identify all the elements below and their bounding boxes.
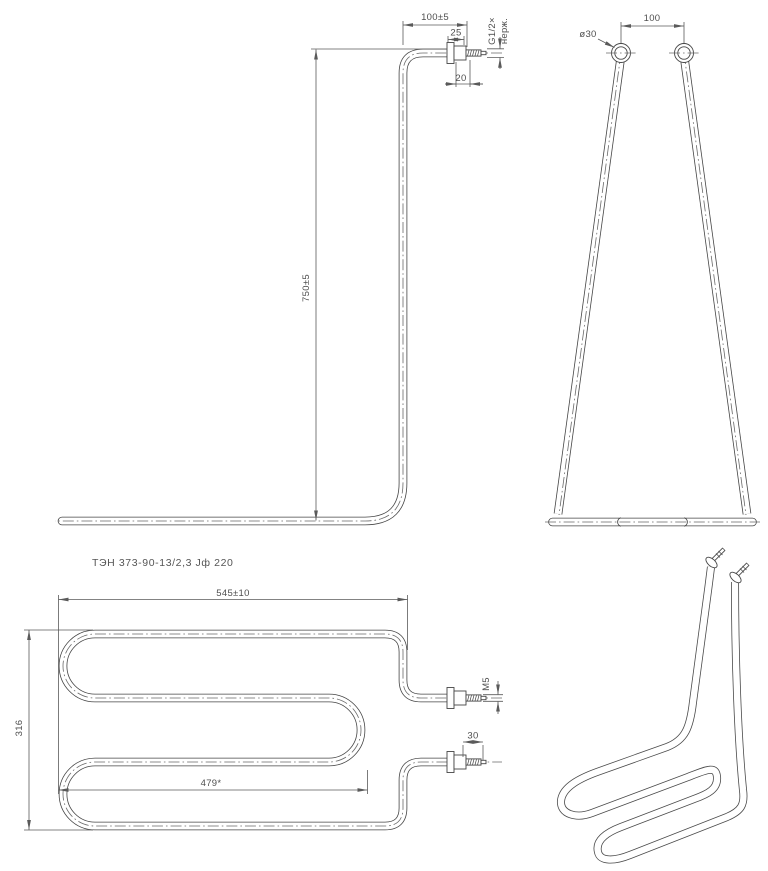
side-riser-left-centerline [559,53,621,515]
dim-plan-depth [14,630,93,830]
drawing-title: ТЭН 373-90-13/2,3 Jф 220 [92,557,234,569]
thread-label-line2: нерж. [499,17,510,45]
dim-flange-pitch [621,13,684,43]
dim-body-width [445,60,483,87]
plan-lower-body [454,755,466,769]
dim-body-label: 20 [455,73,467,84]
isometric-view [561,549,748,860]
plan-upper-body [454,691,466,705]
flange-diameter-label: ø30 [579,29,597,40]
dim-inner-label: 479* [200,778,222,789]
plan-lower-flange [447,752,454,773]
front-fitting-tip [481,51,486,54]
plan-lower-fitting [447,752,486,773]
stud-thread-label: M5 [481,677,492,691]
plan-tube-outline [63,634,447,826]
dim-depth-label: 316 [14,719,25,737]
plan-lower-tip [481,760,486,763]
front-fitting [447,43,486,64]
front-fitting-body [454,46,466,60]
iso-terminal-far [728,564,748,585]
plan-tube-fill [63,634,447,826]
dim-stud-length-label: 30 [467,730,479,742]
dim-height-label: 750±5 [301,274,312,302]
plan-upper-tip [481,696,486,699]
callout-thread [487,17,510,69]
dim-length-label: 545±10 [216,588,250,599]
thread-label-line1: G1/2× [487,17,498,45]
front-fitting-flange [447,43,454,64]
dim-overall-height [301,49,447,521]
side-riser-right-centerline [684,53,746,515]
dim-flange-label: 25 [450,27,462,39]
callout-stud-thread [481,677,503,714]
front-tube-outline [62,53,448,521]
plan-upper-flange [447,688,454,709]
callout-flange-diameter [579,29,614,48]
dim-offset-label: 100±5 [421,12,449,23]
front-tube-fill [62,53,448,521]
plan-tube-centerline [63,634,502,826]
iso-tube-fill [561,567,744,860]
plan-view [14,588,503,830]
front-view [55,12,510,521]
side-view [545,13,760,526]
front-tube-centerline [55,53,502,521]
dim-pitch-label: 100 [643,13,661,24]
dim-plan-inner [59,770,368,794]
